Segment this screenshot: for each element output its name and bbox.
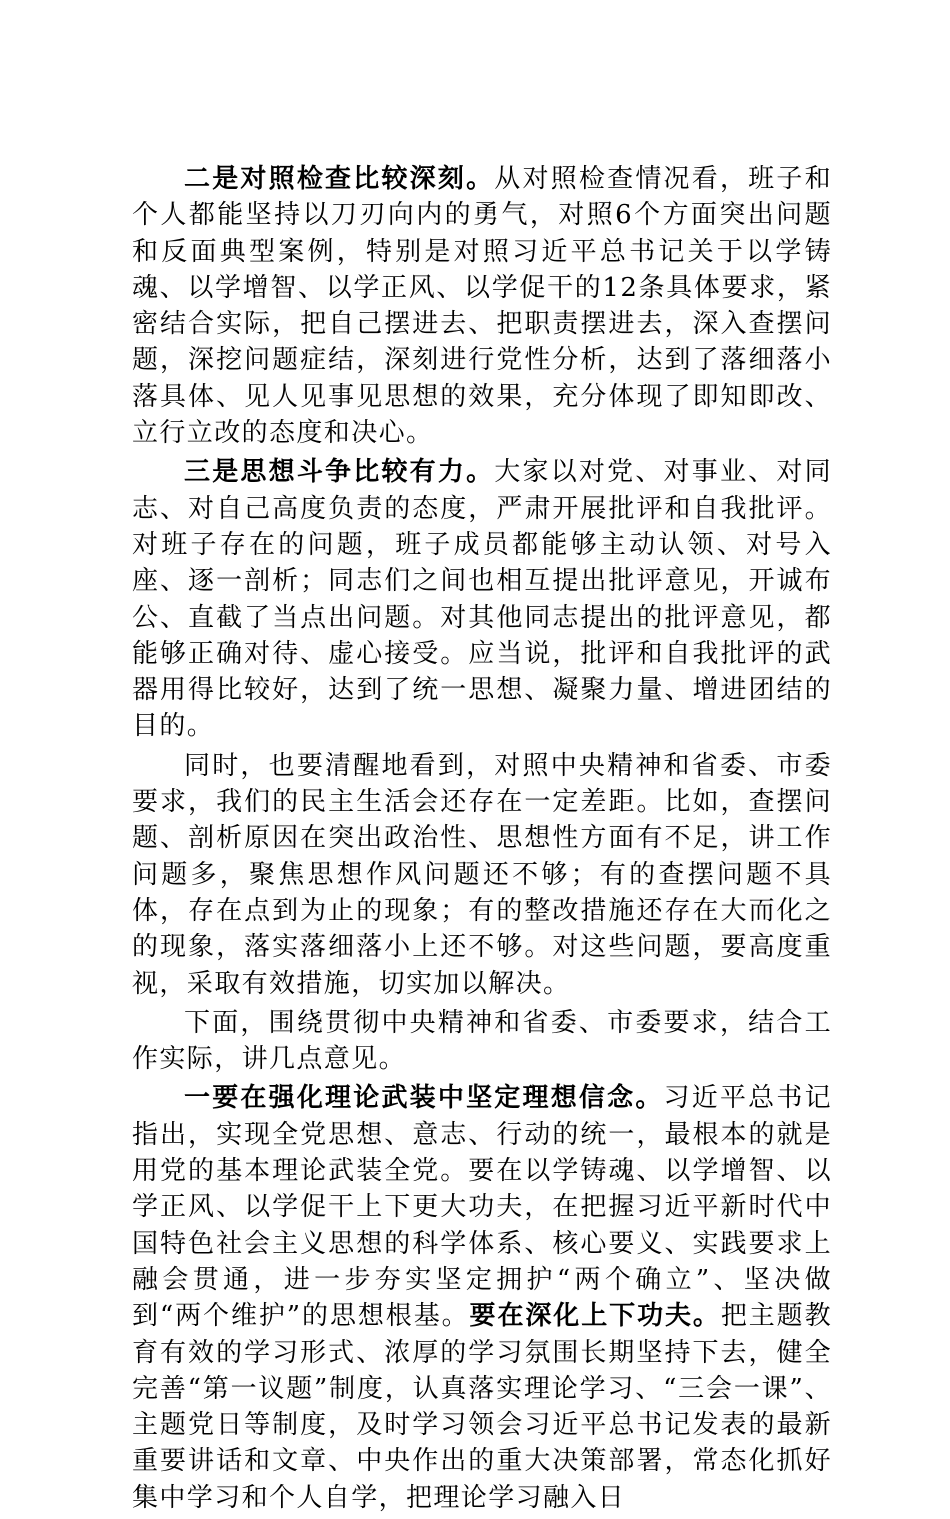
paragraph-shortcomings (132, 748, 832, 1002)
paragraph-body: 同时，也要清醒地看到，对照中央精神和省委、市委要求，我们的民主生活会还存在一定差距。比如，查摆问题、剖析原因在突出政治性、思想性方面有不足，讲工作问题多，聚焦思想作风问题还不够；有的查摆问题不具体，存在点到为止的现象；有的整改措施还存在大而化之的现象，落实落细落小上还不够。对这些问题，要高度重视，采取有效措施，切实加以解决。 (132, 750, 832, 999)
paragraph-transition (132, 1005, 832, 1078)
paragraph-body-continued: 把主题教育有效的学习形式、浓厚的学习氛围长期坚持下去，健全完善“第一议题”制度，认真落实理论学习、“三会一课”、主题党日等制度，及时学习领会习近平总书记发表的最新重要讲话和文章、中央作出的重大决策部署，常态化抓好集中学习和个人自学，把理论学习融入日 (132, 1301, 832, 1513)
paragraph-lead: 二是对照检查比较深刻。 (184, 164, 495, 194)
paragraph-ideological-struggle (132, 454, 832, 744)
paragraph-body: 习近平总书记指出，实现全党思想、意志、行动的统一，最根本的就是用党的基本理论武装全党。要在以学铸魂、以学增智、以学正风、以学促干上下更大功夫，在把握习近平新时代中国特色社会主义思想的科学体系、核心要义、实践要求上融会贯通，进一步夯实坚定拥护“两个确立”、坚决做到“两个维护”的思想根基。 (132, 1083, 832, 1332)
paragraph-sublead: 要在深化上下功夫。 (469, 1301, 721, 1332)
paragraph-lead: 一要在强化理论武装中坚定理想信念。 (184, 1083, 664, 1114)
paragraph-body: 大家以对党、对事业、对同志、对自己高度负责的态度，严肃开展批评和自我批评。对班子存在的问题，班子成员都能够主动认领、对号入座、逐一剖析；同志们之间也相互提出批评意见，开诚布公、直截了当点出问题。对其他同志提出的批评意见，都能够正确对待、虚心接受。应当说，批评和自我批评的武器用得比较好，达到了统一思想、凝聚力量、增进团结的目的。 (132, 457, 832, 742)
paragraph-lead: 三是思想斗争比较有力。 (184, 457, 495, 488)
paragraph-body: 下面，围绕贯彻中央精神和省委、市委要求，结合工作实际，讲几点意见。 (132, 1007, 832, 1075)
paragraph-body: 从对照检查情况看，班子和个人都能坚持以刀刃向内的勇气，对照6个方面突出问题和反面典型案例，特别是对照习近平总书记关于以学铸魂、以学增智、以学正风、以学促干的12条具体要求，紧密结合实际，把自己摆进去、把职责摆进去，深入查摆问题，深挖问题症结，深刻进行党性分析，达到了落细落小落具体、见人见事见思想的效果，充分体现了即知即改、立行立改的态度和决心。 (132, 164, 832, 449)
paragraph-theory-armament (132, 1080, 832, 1516)
paragraph-comparison-check (132, 161, 832, 451)
document-page (132, 161, 832, 1519)
